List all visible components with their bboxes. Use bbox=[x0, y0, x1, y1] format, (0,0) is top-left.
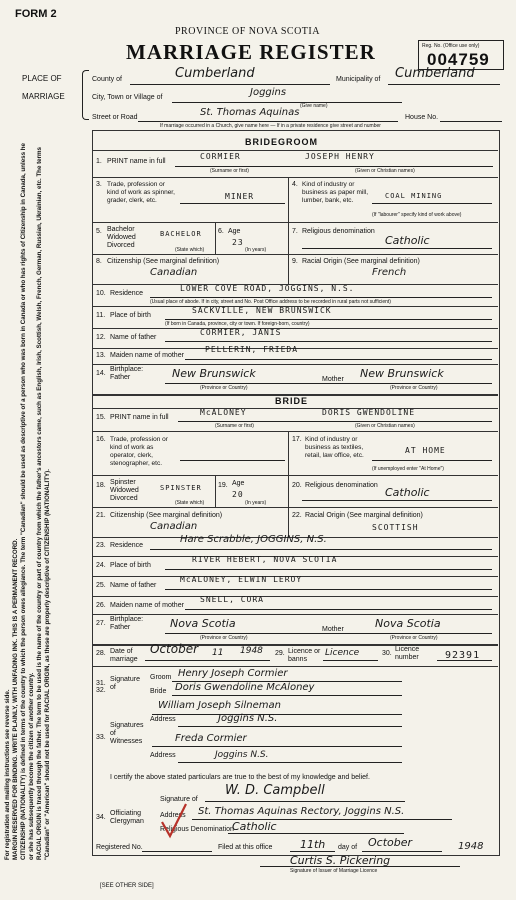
marriage-month: October bbox=[150, 642, 199, 656]
licence-banns-label: Licence or banns bbox=[288, 648, 321, 663]
clergy-address: St. Thomas Aquinas Rectory, Joggins N.S. bbox=[198, 806, 405, 817]
groom-status: BACHELOR bbox=[160, 230, 202, 238]
street-label: Street or Road bbox=[92, 114, 138, 121]
relig-denom-label: Religious Denomination bbox=[160, 826, 234, 833]
labourer-note: (If "labourer" specify kind of work above) bbox=[372, 212, 462, 218]
street-value: St. Thomas Aquinas bbox=[200, 107, 300, 118]
bride-prov-note-2: (Province or Country) bbox=[390, 635, 438, 641]
groom-residence-label: Residence bbox=[110, 290, 144, 297]
certify-text: I certify the above stated particulars are true to the best of my knowledge and belief. bbox=[110, 774, 370, 781]
bride-birthplace: RIVER HEBERT, NOVA SCOTIA bbox=[192, 555, 338, 564]
place-of-label: PLACE OF bbox=[22, 74, 62, 83]
bride-signature: Doris Gwendoline McAloney bbox=[175, 682, 315, 693]
filed-month: October bbox=[368, 836, 413, 849]
bride-racial: SCOTTISH bbox=[372, 523, 419, 532]
licence-value: Licence bbox=[325, 648, 360, 658]
bride-age-note: (In years) bbox=[245, 500, 267, 506]
municipality-value: Cumberland bbox=[395, 66, 475, 81]
bride-state-note: (State which) bbox=[175, 500, 205, 506]
residence-note: (Usual place of abode. If in city, street and No. Post Office address to be recorded in rural parts not sufficient) bbox=[150, 299, 391, 305]
groom-mother-label: Maiden name of mother bbox=[110, 352, 184, 359]
witnesses-label: Signatures of Witnesses bbox=[110, 722, 144, 745]
register-title: MARRIAGE REGISTER bbox=[126, 40, 376, 64]
bride-citizenship-label: Citizenship (See marginal definition) bbox=[110, 512, 223, 519]
licence-number-label: Licence number bbox=[395, 646, 420, 661]
margin-line-1: For registration and mailing instructions see reverse side. bbox=[4, 689, 11, 860]
city-label: City, Town or Village of bbox=[92, 94, 163, 101]
groom-mother-birth-label: Mother bbox=[322, 376, 344, 383]
bride-sig-label: Bride bbox=[150, 688, 167, 695]
age-note: (In years) bbox=[245, 247, 267, 253]
marriage-year: 1948 bbox=[240, 646, 263, 656]
issuer-label: Signature of Issuer of Marriage Licence bbox=[290, 868, 378, 874]
witness1-signature: William Joseph Silneman bbox=[158, 700, 281, 711]
birth-note: (If born in Canada, province, city or town. If foreign-born, country) bbox=[165, 321, 310, 327]
bride-birthplace-label: Place of birth bbox=[110, 562, 151, 569]
groom-sig-label: Groom bbox=[150, 674, 172, 681]
groom-heading: BRIDEGROOM bbox=[245, 137, 318, 147]
bride-residence-label: Residence bbox=[110, 542, 144, 549]
marriage-day: 11 bbox=[212, 648, 224, 658]
day-of-label: day of bbox=[338, 844, 358, 851]
red-checkmark-icon bbox=[160, 800, 190, 840]
groom-citizenship: Canadian bbox=[150, 267, 198, 278]
bride-surname: McALONEY bbox=[200, 408, 247, 417]
bride-mother-birth: Nova Scotia bbox=[375, 617, 441, 630]
witness2-address-label: Address bbox=[150, 752, 176, 759]
marriage-label: MARRIAGE bbox=[22, 92, 65, 101]
groom-trade: MINER bbox=[225, 192, 255, 201]
unemployed-note: (If unemployed enter "At Home") bbox=[372, 466, 444, 472]
witness2-address: Joggins N.S. bbox=[215, 750, 269, 760]
groom-mother: PELLERIN, FRIEDA bbox=[205, 345, 299, 354]
groom-signature: Henry Joseph Cormier bbox=[178, 668, 288, 679]
clergy-signature: W. D. Campbell bbox=[225, 783, 325, 798]
bride-parents-birth-label: Birthplace: Father bbox=[110, 616, 144, 631]
given-name-note: (Give name) bbox=[300, 103, 328, 109]
bride-given-note: (Given or Christian names) bbox=[355, 423, 415, 429]
bride-print-name-label: PRINT name in full bbox=[110, 414, 169, 421]
bride-industry-label: Kind of industry or business as textiles, retail, law office, etc. bbox=[305, 436, 364, 459]
state-which-note: (State which) bbox=[175, 247, 205, 253]
place-note: If marriage occurred in a Church, give name here — If in a private residence give street and number bbox=[160, 123, 381, 129]
margin-line-2: MARGIN RESERVED FOR BINDING. WRITE PLAINLY, WITH UNFADING INK. THIS IS A PERMANENT RECORD. bbox=[12, 538, 19, 860]
bride-prov-note-1: (Province or Country) bbox=[200, 635, 248, 641]
province-heading: PROVINCE OF NOVA SCOTIA bbox=[175, 26, 320, 37]
groom-mother-birth: New Brunswick bbox=[360, 367, 444, 380]
bride-mother-birth-label: Mother bbox=[322, 626, 344, 633]
bride-given: DORIS GWENDOLINE bbox=[322, 408, 416, 417]
see-other-side: [SEE OTHER SIDE] bbox=[100, 883, 154, 889]
groom-racial-label: Racial Origin (See marginal definition) bbox=[302, 258, 420, 265]
groom-birthplace: SACKVILLE, NEW BRUNSWICK bbox=[192, 306, 332, 315]
groom-birthplace-label: Place of birth bbox=[110, 312, 151, 319]
bride-religion-label: Religious denomination bbox=[305, 482, 378, 489]
municipality-label: Municipality of bbox=[336, 76, 381, 83]
groom-father: CORMIER, JANIS bbox=[200, 328, 282, 337]
groom-residence: LOWER COVE ROAD, JOGGINS, N.S. bbox=[180, 284, 355, 293]
bachelor-label: Bachelor Widowed Divorced bbox=[107, 226, 136, 249]
bride-age: 20 bbox=[232, 490, 244, 499]
main-frame bbox=[92, 130, 500, 856]
clergy-denom: Catholic bbox=[232, 820, 277, 833]
house-label: House No. bbox=[405, 114, 439, 121]
spinster-label: Spinster Widowed Divorced bbox=[110, 479, 139, 502]
filed-day: 11th bbox=[300, 838, 326, 851]
filed-year: 1948 bbox=[458, 841, 484, 852]
witness1-address: Joggins N.S. bbox=[218, 713, 278, 724]
bride-citizenship: Canadian bbox=[150, 521, 198, 532]
groom-father-label: Name of father bbox=[110, 334, 157, 341]
margin-line-4: RACIAL ORIGIN is traced through the father. The term to be used is the name of the country or part of country from which the father's ancestors came, such as English, Irish, Scottish, Welsh, French, German, Russian, Ukrainian, etc. The terms "Canadian" or "American" should not be used for RACIAL ORIGIN, as these are properly descriptive of CITIZENSHIP (NATIONALITY). bbox=[36, 147, 51, 860]
bride-status: SPINSTER bbox=[160, 484, 202, 492]
groom-industry: COAL MINING bbox=[385, 192, 443, 200]
place-brace bbox=[82, 70, 89, 120]
groom-citizenship-label: Citizenship (See marginal definition) bbox=[107, 258, 220, 265]
bride-industry: AT HOME bbox=[405, 446, 446, 455]
groom-religion-label: Religious denomination bbox=[302, 228, 375, 235]
bride-father: McALONEY, ELWIN LEROY bbox=[180, 575, 303, 584]
clergy-sig-label: Signature of bbox=[160, 796, 198, 803]
registered-no-label: Registered No. bbox=[96, 844, 143, 851]
clergy-address-label: Address bbox=[160, 812, 186, 819]
witness2-signature: Freda Cormier bbox=[175, 733, 247, 744]
margin-line-3: CITIZENSHIP (NATIONALITY) is defined in terms of the country to which the person owes allegiance. The term "Canadian" should be used as descriptive of a person who was born in Canada or who has rights of Citizenship in Canada, unless he or she has subsequently become the citizen of another country. bbox=[20, 143, 35, 860]
form-number: FORM 2 bbox=[15, 8, 57, 20]
city-value: Joggins bbox=[250, 87, 287, 98]
county-value: Cumberland bbox=[175, 66, 255, 81]
bride-trade-label: Trade, profession or kind of work as operator, clerk, stenographer, etc. bbox=[110, 436, 168, 467]
bride-surname-note: (Surname or first) bbox=[215, 423, 254, 429]
prov-country-note-2: (Province or Country) bbox=[390, 385, 438, 391]
date-marriage-label: Date of marriage bbox=[110, 648, 138, 663]
bride-mother: SNELL, CORA bbox=[200, 595, 264, 604]
bride-racial-label: Racial Origin (See marginal definition) bbox=[305, 512, 423, 519]
county-label: County of bbox=[92, 76, 122, 83]
witness1-address-label: Address bbox=[150, 716, 176, 723]
given-note: (Given or Christian names) bbox=[355, 168, 415, 174]
groom-surname: CORMIER bbox=[200, 152, 241, 161]
bride-residence: Hare Scrabble, JOGGINS, N.S. bbox=[180, 534, 327, 545]
groom-parents-birth-label: Birthplace: Father bbox=[110, 366, 144, 381]
bride-age-label: Age bbox=[232, 480, 245, 487]
signature-of-label: Signature of bbox=[110, 676, 140, 691]
groom-given: JOSEPH HENRY bbox=[305, 152, 375, 161]
margin-text bbox=[4, 140, 84, 860]
groom-trade-label: Trade, profession or kind of work as spinner, grader, clerk, etc. bbox=[107, 181, 175, 204]
bride-father-label: Name of father bbox=[110, 582, 157, 589]
groom-industry-label: Kind of industry or business as paper mill, lumber, bank, etc. bbox=[302, 181, 369, 204]
reg-no-value: 004759 bbox=[427, 50, 490, 69]
surname-note: (Surname or first) bbox=[210, 168, 249, 174]
groom-racial: French bbox=[372, 267, 407, 278]
groom-print-name-label: PRINT name in full bbox=[107, 158, 166, 165]
filed-label: Filed at this office bbox=[218, 844, 273, 851]
bride-heading: BRIDE bbox=[275, 396, 309, 406]
prov-country-note-1: (Province or Country) bbox=[200, 385, 248, 391]
age-label: Age bbox=[228, 228, 241, 235]
issuer-signature: Curtis S. Pickering bbox=[290, 854, 391, 867]
groom-age: 23 bbox=[232, 238, 244, 247]
reg-no-label: Reg. No. (Office use only) bbox=[422, 43, 480, 49]
officiating-label: Officiating Clergyman bbox=[110, 810, 144, 825]
groom-father-birth: New Brunswick bbox=[172, 367, 256, 380]
bride-mother-label: Maiden name of mother bbox=[110, 602, 184, 609]
bride-father-birth: Nova Scotia bbox=[170, 617, 236, 630]
groom-religion: Catholic bbox=[385, 234, 430, 247]
bride-religion: Catholic bbox=[385, 486, 430, 499]
licence-number: 92391 bbox=[445, 650, 481, 661]
